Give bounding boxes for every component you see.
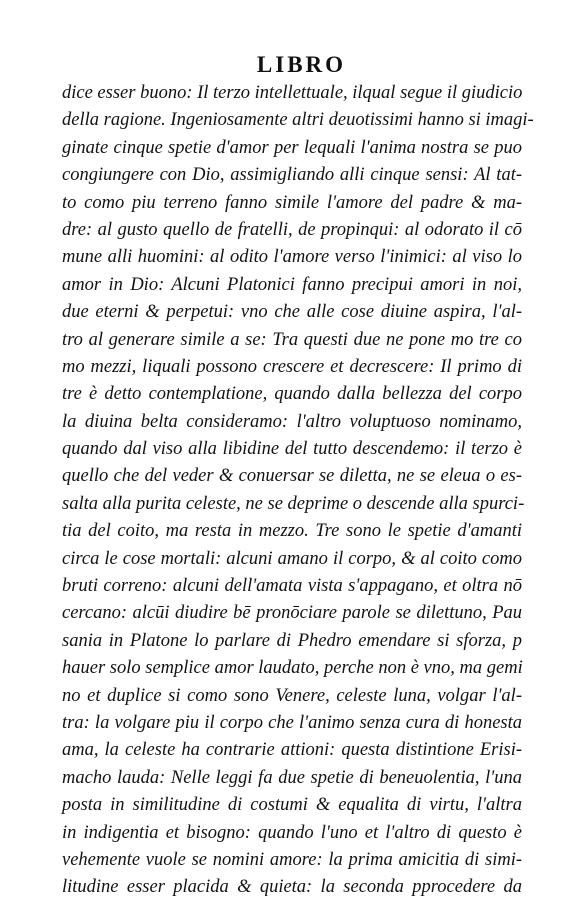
text-line: litudine esser placida & quieta: la seconda pprocedere da bbox=[62, 877, 522, 898]
text-line: ama, la celeste ha contrarie attioni: questa distintione Erisi- bbox=[62, 740, 522, 761]
text-line: due eterni & perpetui: vno che alle cose diuine aspira, l'al- bbox=[62, 302, 522, 323]
text-line: congiungere con Dio, assimigliando alli cinque sensi: Al tat- bbox=[62, 165, 522, 186]
text-line: to como piu terreno fanno simile l'amore del padre & ma- bbox=[62, 192, 522, 213]
text-line: no et duplice si como sono Venere, celeste luna, volgar l'al- bbox=[62, 685, 522, 706]
text-line: quando dal viso alla libidine del tutto descendemo: il terzo è bbox=[62, 439, 522, 460]
text-line: tia del coito, ma resta in mezzo. Tre sono le spetie d'amanti bbox=[62, 521, 522, 542]
text-line: mune alli huomini: al odito l'amore verso l'inimici: al viso lo bbox=[62, 247, 522, 268]
text-line: posta in similitudine di costumi & equalita di virtu, l'altra bbox=[62, 795, 522, 816]
running-header bbox=[0, 52, 581, 78]
text-line: della ragione. Ingeniosamente altri deuotissimi hanno si imagi- bbox=[62, 110, 534, 131]
text-line: macho lauda: Nelle leggi fa due spetie di beneuolentia, l'una bbox=[62, 767, 522, 788]
text-line: mo mezzi, liquali possono crescere et decrescere: Il primo di bbox=[62, 356, 522, 377]
text-line: quello che del veder & conuersar se diletta, ne se eleua o es- bbox=[62, 466, 522, 487]
body-text bbox=[62, 80, 534, 902]
text-line: hauer solo semplice amor laudato, perche non è vno, ma gemi bbox=[62, 658, 523, 679]
text-line: bruti correno: alcuni dell'amata vista s'appagano, et oltra nō bbox=[62, 576, 522, 597]
text-line: circa le cose mortali: alcuni amano il corpo, & al coito como bbox=[62, 548, 522, 569]
text-line: tro al generare simile a se: Tra questi due ne pone mo tre co bbox=[62, 329, 522, 350]
text-line: tra: la volgare piu il corpo che l'animo senza cura di honesta bbox=[62, 712, 522, 733]
text-line: cercano: alcūi diudire bē pronōciare parole se dilettuno, Pau bbox=[62, 603, 522, 624]
text-line: in indigentia et bisogno: quando l'uno et l'altro di questo è bbox=[62, 822, 522, 843]
text-line: amor in Dio: Alcuni Platonici fanno precipui amori in noi, bbox=[62, 274, 522, 295]
header-title: LIBRO bbox=[256, 52, 347, 77]
text-line: salta alla purita celeste, ne se deprime o descende alla spurci- bbox=[62, 493, 525, 514]
text-line: tre è detto contemplatione, quando dalla bellezza del corpo bbox=[62, 384, 522, 405]
text-line: vehemente vuole se nomini amore: la prima amicitia di simi- bbox=[62, 849, 522, 870]
text-line: sania in Platone lo parlare di Phedro emendare si sforza, p bbox=[62, 630, 522, 651]
text-line: dre: al gusto quello de fratelli, de propinqui: al odorato il cō bbox=[62, 219, 522, 240]
text-line: ginate cinque spetie d'amor per lequali l'anima nostra se puo bbox=[62, 137, 522, 158]
text-line: la diuina belta consideramo: l'altro voluptuoso nominamo, bbox=[62, 411, 522, 432]
text-line: dice esser buono: Il terzo intellettuale, ilqual segue il giudicio bbox=[62, 83, 523, 103]
